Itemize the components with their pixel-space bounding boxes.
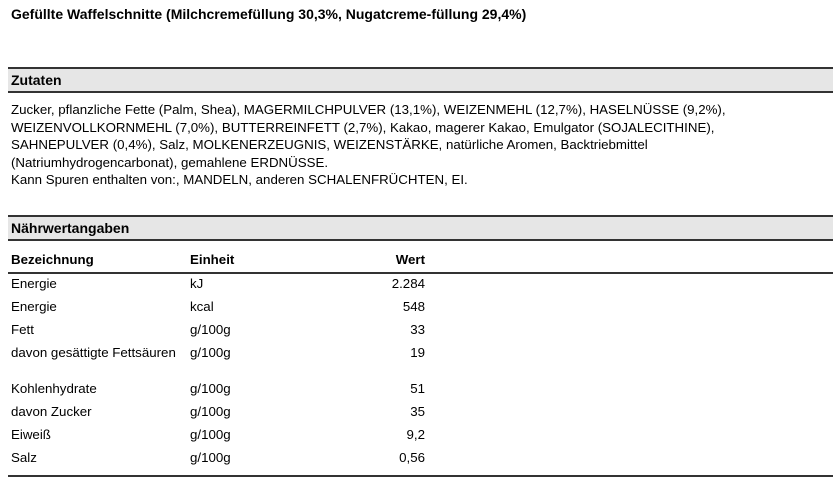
ingredients-line: SAHNEPULVER (0,4%), Salz, MOLKENERZEUGNIS, WEIZENSTÄRKE, natürliche Aromen, Backtriebmittel [11, 137, 648, 152]
column-header-name: Bezeichnung [11, 252, 94, 267]
table-header-divider [8, 272, 833, 274]
nutrient-unit: g/100g [190, 381, 231, 396]
table-row [11, 298, 425, 321]
nutrient-value: 19 [410, 345, 425, 360]
nutrient-value: 35 [410, 404, 425, 419]
nutrient-name: davon gesättigte Fettsäuren [11, 345, 176, 360]
ingredients-line: WEIZENVOLLKORNMEHL (7,0%), BUTTERREINFETT (2,7%), Kakao, magerer Kakao, Emulgator (SOJALECITHINE), [11, 119, 715, 135]
table-bottom-divider [8, 475, 833, 477]
nutrient-name: Eiweiß [11, 427, 51, 442]
nutrient-name: Energie [11, 299, 57, 314]
nutrient-value: 51 [410, 381, 425, 396]
nutrient-value: 33 [410, 322, 425, 337]
ingredients-section-header [8, 67, 833, 93]
table-row [11, 426, 425, 449]
nutrient-name: Energie [11, 276, 57, 291]
nutrient-unit: g/100g [190, 404, 231, 419]
nutrient-name: Kohlenhydrate [11, 381, 97, 396]
nutrient-value: 9,2 [406, 427, 425, 442]
nutrient-unit: g/100g [190, 345, 231, 360]
nutrient-value: 548 [402, 299, 425, 314]
ingredients-line: (Natriumhydrogencarbonat), gemahlene ERDNÜSSE. [11, 154, 329, 170]
table-row [11, 344, 425, 380]
allergen-notice: Kann Spuren enthalten von:, MANDELN, anderen SCHALENFRÜCHTEN, EI. [11, 172, 468, 187]
nutrition-header-label: Nährwertangaben [11, 220, 130, 236]
table-row [11, 321, 425, 344]
nutrient-name: Fett [11, 322, 34, 337]
nutrient-unit: g/100g [190, 427, 231, 442]
nutrition-table [11, 251, 425, 472]
table-row [11, 403, 425, 426]
nutrient-value: 2.284 [391, 276, 425, 291]
column-header-unit: Einheit [190, 252, 235, 267]
ingredients-line: Zucker, pflanzliche Fette (Palm, Shea), MAGERMILCHPULVER (13,1%), WEIZENMEHL (12,7%), HASELNÜSSE (9,2%), [11, 102, 726, 117]
product-title: Gefüllte Waffelschnitte (Milchcremefüllung 30,3%, Nugatcreme-füllung 29,4%) [11, 6, 527, 22]
ingredients-text [11, 101, 826, 189]
table-row [11, 275, 425, 298]
nutrient-unit: g/100g [190, 450, 231, 465]
table-row [11, 449, 425, 472]
table-row [11, 380, 425, 403]
nutrient-name: davon Zucker [11, 404, 92, 419]
nutrient-name: Salz [11, 450, 37, 465]
nutrient-value: 0,56 [399, 450, 425, 465]
nutrient-unit: kcal [190, 299, 214, 314]
nutrient-unit: g/100g [190, 322, 231, 337]
nutrition-section-header [8, 215, 833, 241]
nutrient-unit: kJ [190, 276, 204, 291]
ingredients-header-label: Zutaten [11, 72, 62, 88]
column-header-value: Wert [395, 252, 425, 267]
